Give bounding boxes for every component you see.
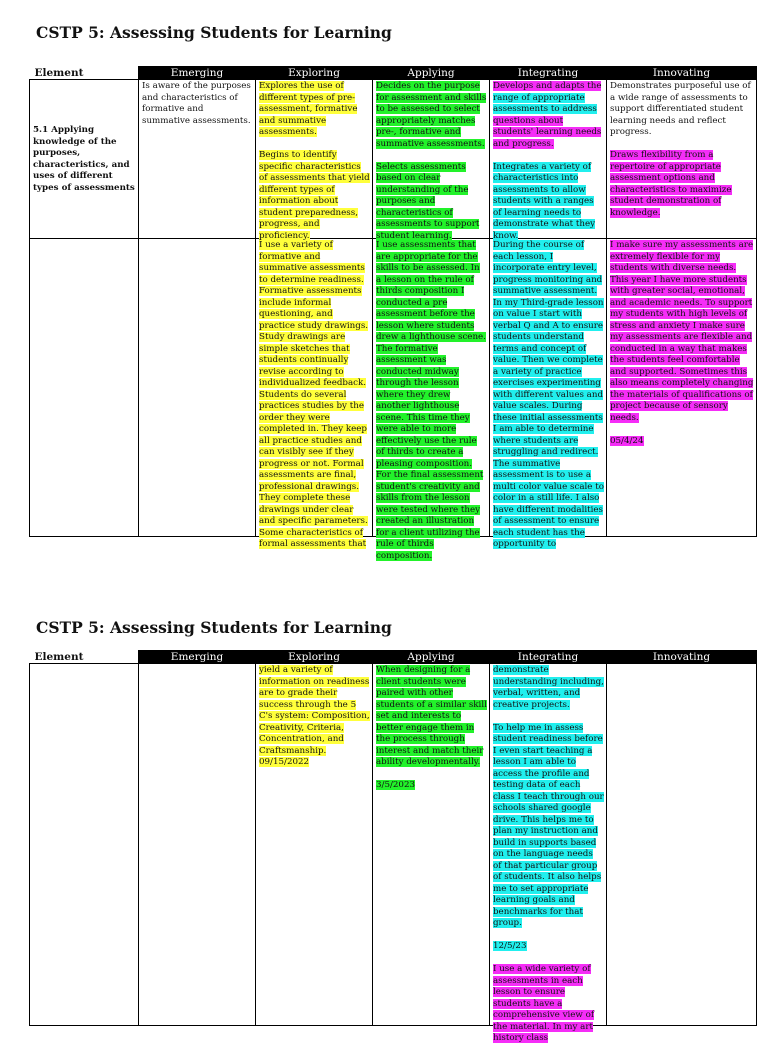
- integrating-evidence-cell: [490, 239, 607, 549]
- table-row: [30, 80, 757, 239]
- innovating-text-2: Draws flexibility from a repertoire of appropriate assessment options and characteristics to maximize student demonstration of knowledge.: [610, 150, 732, 218]
- table-row: [30, 664, 757, 1026]
- header-row: [30, 67, 757, 80]
- header-emerging: Emerging: [139, 651, 256, 664]
- rubric-table: [29, 66, 757, 561]
- exploring-text: Explores the use of different types of pre-assessment, formative and summative assessments.: [259, 81, 358, 137]
- header-innovating: Innovating: [607, 651, 757, 664]
- applying-text-2: Selects assessments based on clear understanding of the purposes and characteristics of assessments to support student learning.: [376, 161, 480, 241]
- applying-text: Decides on the purpose for assessment and skills to be assessed to select appropriately matches pre-, formative and summative assessments.: [376, 81, 487, 149]
- element-cell-empty: [30, 239, 139, 537]
- emerging-text: Is aware of the purposes and characteristics of formative and summative assessments.: [142, 81, 251, 126]
- header-innovating: Innovating: [607, 67, 757, 80]
- header-applying: Applying: [373, 651, 490, 664]
- integrating-text-c: questions about students' learning needs and progress.: [493, 115, 602, 149]
- header-row: [30, 651, 757, 664]
- header-element: Element: [34, 66, 84, 79]
- integrating-date: 12/5/23: [493, 941, 527, 951]
- applying-cell: [373, 80, 490, 239]
- integrating-evidence-2: To help me in assess student readiness before I even start teaching a lesson I am able to access the profile and testing data of each class I teach through our schools shared google drive. This helps me to plan my instruction and build in supports based on the language needs of that particular group of students. It also helps me to set appropriate learning goals and benchmarks for that group.: [493, 722, 604, 928]
- exploring-cell: [256, 80, 373, 239]
- emerging-cell-empty: [139, 239, 256, 537]
- page-title: CSTP 5: Assessing Students for Learning: [36, 618, 392, 637]
- applying-evidence-cell: [373, 664, 490, 1026]
- header-integrating: Integrating: [490, 67, 607, 80]
- element-cell: [30, 80, 139, 239]
- applying-date: 3/5/2023: [376, 780, 416, 790]
- header-integrating: Integrating: [490, 651, 607, 664]
- emerging-cell: [139, 80, 256, 239]
- applying-evidence-cell: [373, 239, 490, 561]
- emerging-cell-empty: [139, 664, 256, 1026]
- exploring-evidence: I use a variety of formative and summative assessments to determine readiness. Formative assessments include informal questioning, and practice study drawings. Study drawings are simple sketches that students continually revise according to individualized feedback. Students do several practices studies by the order they were completed in. They keep all practice studies and can visibly see if they progress or not. Formal assessments are final, professional drawings. They complete these drawings under clear and specific parameters. Some characteristics of formal assessments that: [259, 240, 369, 549]
- element-cell-empty: [30, 664, 139, 1026]
- innovating-evidence: I make sure my assessments are extremely flexible for my students with diverse needs. This year I have more students with greater social, emotional, and academic needs. To support my students with high levels of stress and anxiety I make sure my assessments are flexible and conducted in a way that makes the students feel comfortable and supported. Sometimes this also means completely changing the materials of qualifications of project because of sensory needs.: [610, 240, 754, 423]
- innovating-evidence-cell: [607, 239, 757, 537]
- exploring-evidence-cell: [256, 664, 373, 1026]
- rubric-table: [29, 650, 757, 1043]
- header-element: Element: [34, 650, 84, 663]
- integrating-text-a: Develops and adapts the: [493, 81, 602, 91]
- innovating-text: Demonstrates purposeful use of a wide range of assessments to support differentiated student learning needs and reflect progress.: [610, 81, 751, 137]
- integrating-text-2: Integrates a variety of characteristics into assessments to allow students with a ranges of learning needs to demonstrate what they know.: [493, 161, 596, 241]
- header-exploring: Exploring: [256, 67, 373, 80]
- innovating-cell: [607, 80, 757, 239]
- exploring-evidence: yield a variety of information on readiness are to grade their success through the 5 C's system: Composition, Creativity, Criteria, Concentration, and Craftsmanship. 09/15/2022: [259, 665, 370, 767]
- integrating-cell: [490, 80, 607, 239]
- integrating-text-b: range of appropriate assessments to address: [493, 92, 597, 114]
- innovating-date: 05/4/24: [610, 435, 644, 446]
- page-title: CSTP 5: Assessing Students for Learning: [36, 23, 392, 42]
- element-label: 5.1 Applying knowledge of the purposes, characteristics, and uses of different types of assessments: [33, 125, 135, 193]
- applying-evidence: When designing for a client students were paired with other students of a similar skill set and interests to better engage them in the process through interest and match their ability developmentally.: [376, 665, 487, 767]
- header-emerging: Emerging: [139, 67, 256, 80]
- integrating-evidence: During the course of each lesson, I incorporate entry level, progress monitoring and summative assessment. In my Third-grade lesson on value I start with verbal Q and A to ensure students understand terms and concept of value. Then we complete a variety of practice exercises experimenting with different values and value scales. During these initial assessments I am able to determine where students are struggling and redirect. The summative assessment is to use a multi color value scale to color in a still life. I also have different modalities of assessment to ensure each student has the opportunity to: [493, 240, 604, 549]
- applying-evidence: I use assessments that are appropriate for the skills to be assessed. In a lesson on the rule of thirds composition I conducted a pre assessment before the lesson where students drew a lighthouse scene. The formative assessment was conducted midway through the lesson where they drew another lighthouse scene. This time they were able to more effectively use the rule of thirds to create a pleasing composition. For the final assessment student's creativity and skills from the lesson were tested where they created an illustration for a client utilizing the rule of thirds composition.: [376, 240, 486, 561]
- integrating-evidence-cell: [490, 664, 607, 1043]
- integrating-evidence: demonstrate understanding including, verbal, written, and creative projects.: [493, 665, 604, 710]
- header-exploring: Exploring: [256, 651, 373, 664]
- table-row: [30, 239, 757, 537]
- integrating-evidence-3: I use a wide variety of assessments in each lesson to ensure students have a comprehensive view of the material. In my art history class: [493, 964, 595, 1043]
- exploring-text-2: Begins to identify specific characteristics of assessments that yield different types of information about student preparedness, progress, and proficiency.: [259, 150, 370, 241]
- innovating-cell-empty: [607, 664, 757, 1026]
- exploring-evidence-cell: [256, 239, 373, 549]
- header-applying: Applying: [373, 67, 490, 80]
